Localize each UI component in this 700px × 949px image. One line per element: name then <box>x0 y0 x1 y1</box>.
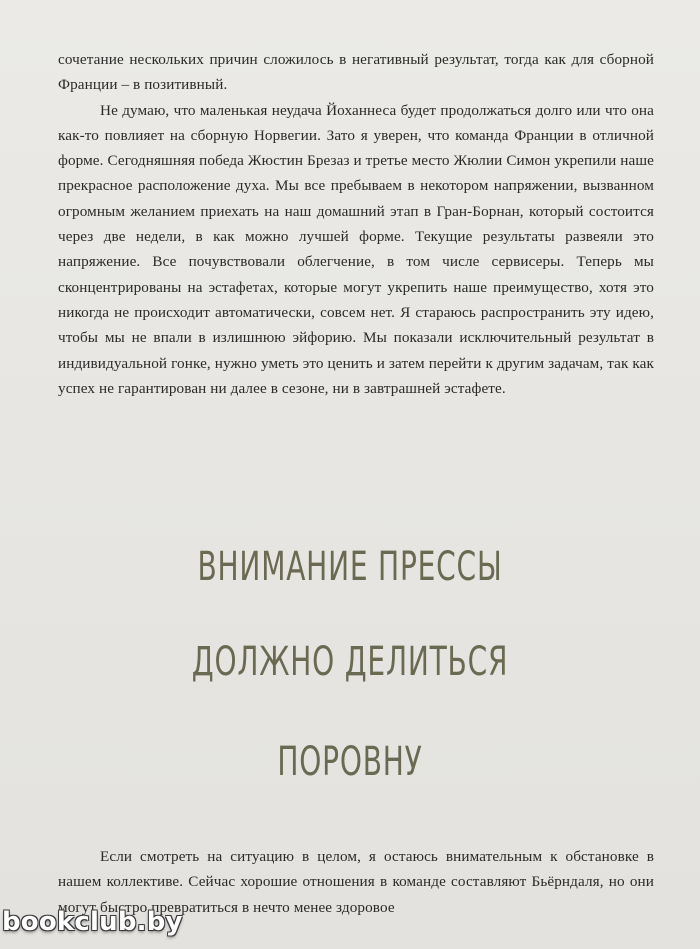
paragraph-1: сочетание нескольких причин сложилось в негативный результат, тогда как для сборной Франции – в позитивный. <box>58 51 654 94</box>
paragraph-3: Если смотреть на ситуацию в целом, я остаюсь внимательным к обстановке в нашем коллективе. Сейчас хорошие отношения в команде составляют Бьёрндаля, но они могут быстро превратиться в нечто менее здоровое <box>58 848 654 916</box>
paragraph-2: Не думаю, что маленькая неудача Йоханнеса будет продолжаться долго или что она как-то повлияет на сборную Норвегии. Зато я уверен, что команда Франции в отличной форме. Сегодняшняя победа Жюстин Брезаз и третье место Жюлии Симон укрепили наше прекрасное расположение духа. Мы все пребываем в некотором напряжении, вызванном огромным желанием приехать на наш домашний этап в Гран-Борнан, который состоится через две недели, в как можно лучшей форме. Текущие результаты развеяли это напряжение. Все почувствовали облегчение, в том числе сервисеры. Теперь мы сконцентрированы на эстафетах, которые могут укрепить наше преимущество, хотя это никогда не происходит автоматически, совсем нет. Я стараюсь распространить эту идею, чтобы мы не впали в излишнюю эйфорию. Мы показали исключительный результат в индивидуальной гонке, нужно уметь это ценить и затем перейти к другим задачам, так как успех не гарантирован ни далее в сезоне, ни в завтрашней эстафете. <box>58 101 654 397</box>
pull-heading-line-1: ВНИМАНИЕ ПРЕССЫ <box>197 544 503 590</box>
watermark-logo: bookclub.by <box>2 907 183 937</box>
text-block-top <box>58 47 654 401</box>
pull-heading-line-3: ПОРОВНУ <box>277 739 423 785</box>
pull-heading-line-2: ДОЛЖНО ДЕЛИТЬСЯ <box>191 639 509 685</box>
